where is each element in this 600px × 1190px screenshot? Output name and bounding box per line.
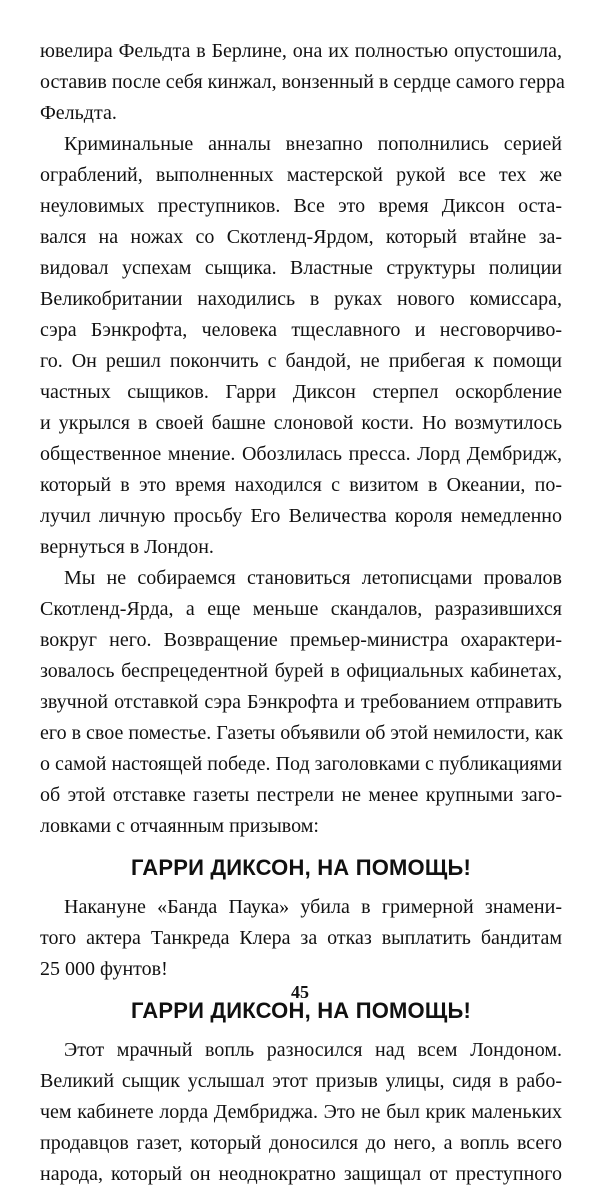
paragraph-3 [40, 563, 562, 842]
text-line: Мы не собираемся становиться летописцами провалов [64, 567, 562, 589]
text-line: вался на ножах со Скотленд-Ярдом, который втайне за- [40, 226, 562, 248]
text-line: об этой отставке газеты пестрели не менее крупными заго- [40, 784, 562, 806]
text-line: продавцов газет, который доносился до него, а вопль всего [40, 1132, 562, 1154]
text-line: видовал успехам сыщика. Властные структуры полиции [40, 257, 562, 279]
text-line: его в свое поместье. Газеты объявили об этой немилости, как [40, 722, 563, 744]
page-body [40, 36, 565, 1190]
text-line: вернуться в Лондон. [40, 536, 214, 558]
text-line: о самой настоящей победе. Под заголовками с публикациями [40, 753, 562, 775]
page-number: 45 [291, 982, 309, 1002]
text-line: ловками с отчаянным призывом: [40, 815, 319, 837]
text-line: Этот мрачный вопль разносился над всем Лондоном. [64, 1039, 562, 1061]
text-line: частных сыщиков. Гарри Диксон стерпел оскорбление [40, 381, 562, 403]
text-line: Великобритании находились в руках нового комиссара, [40, 288, 562, 310]
text-line: который в это время находился с визитом в Океании, по- [40, 474, 562, 496]
text-line: ювелира Фельдта в Берлине, она их полностью опустошила, [40, 40, 562, 62]
text-line: того актера Танкреда Клера за отказ выплатить бандитам [40, 927, 562, 949]
text-line: звучной отставкой сэра Бэнкрофта и требованием отправить [40, 691, 562, 713]
text-line: общественное мнение. Обозлилась пресса. Лорд Дембридж, [40, 443, 562, 465]
text-line: народа, который он неоднократно защищал от преступного [40, 1163, 562, 1185]
text-line: ограблений, выполненных мастерской рукой все тех же [40, 164, 562, 186]
text-line: го. Он решил покончить с бандой, не прибегая к помощи [40, 350, 562, 372]
text-line: Накануне «Банда Паука» убила в гримерной знамени- [64, 896, 562, 918]
text-line: чем кабинете лорда Дембриджа. Это не был крик маленьких [40, 1101, 562, 1123]
text-line: зовалось беспрецедентной бурей в официальных кабинетах, [40, 660, 562, 682]
text-line: оставив после себя кинжал, вонзенный в сердце самого герра [40, 71, 565, 93]
text-line: Криминальные анналы внезапно пополнились серией [64, 133, 562, 155]
paragraph-5 [40, 1035, 562, 1190]
section-heading: ГАРРИ ДИКСОН, НА ПОМОЩЬ! [130, 998, 472, 1023]
paragraph-2 [40, 129, 562, 563]
text-line: Великий сыщик услышал этот призыв улицы, сидя в рабо- [40, 1070, 562, 1092]
text-line: Скотленд-Ярда, а еще меньше скандалов, разразившихся [40, 598, 562, 620]
text-line: неуловимых преступников. Все это время Диксон оста- [40, 195, 562, 217]
text-line: лучил личную просьбу Его Величества короля немедленно [40, 505, 562, 527]
text-line: Фельдта. [40, 102, 117, 124]
paragraph-4 [40, 892, 562, 985]
text-line: 25 000 фунтов! [40, 958, 168, 980]
text-line: вокруг него. Возвращение премьер-министра охарактери- [40, 629, 562, 651]
text-line: сэра Бэнкрофта, человека тщеславного и несговорчиво- [40, 319, 562, 341]
text-line: и укрылся в своей башне слоновой кости. Но возмутилось [40, 412, 562, 434]
section-heading: ГАРРИ ДИКСОН, НА ПОМОЩЬ! [130, 855, 472, 880]
paragraph-1 [40, 36, 565, 129]
